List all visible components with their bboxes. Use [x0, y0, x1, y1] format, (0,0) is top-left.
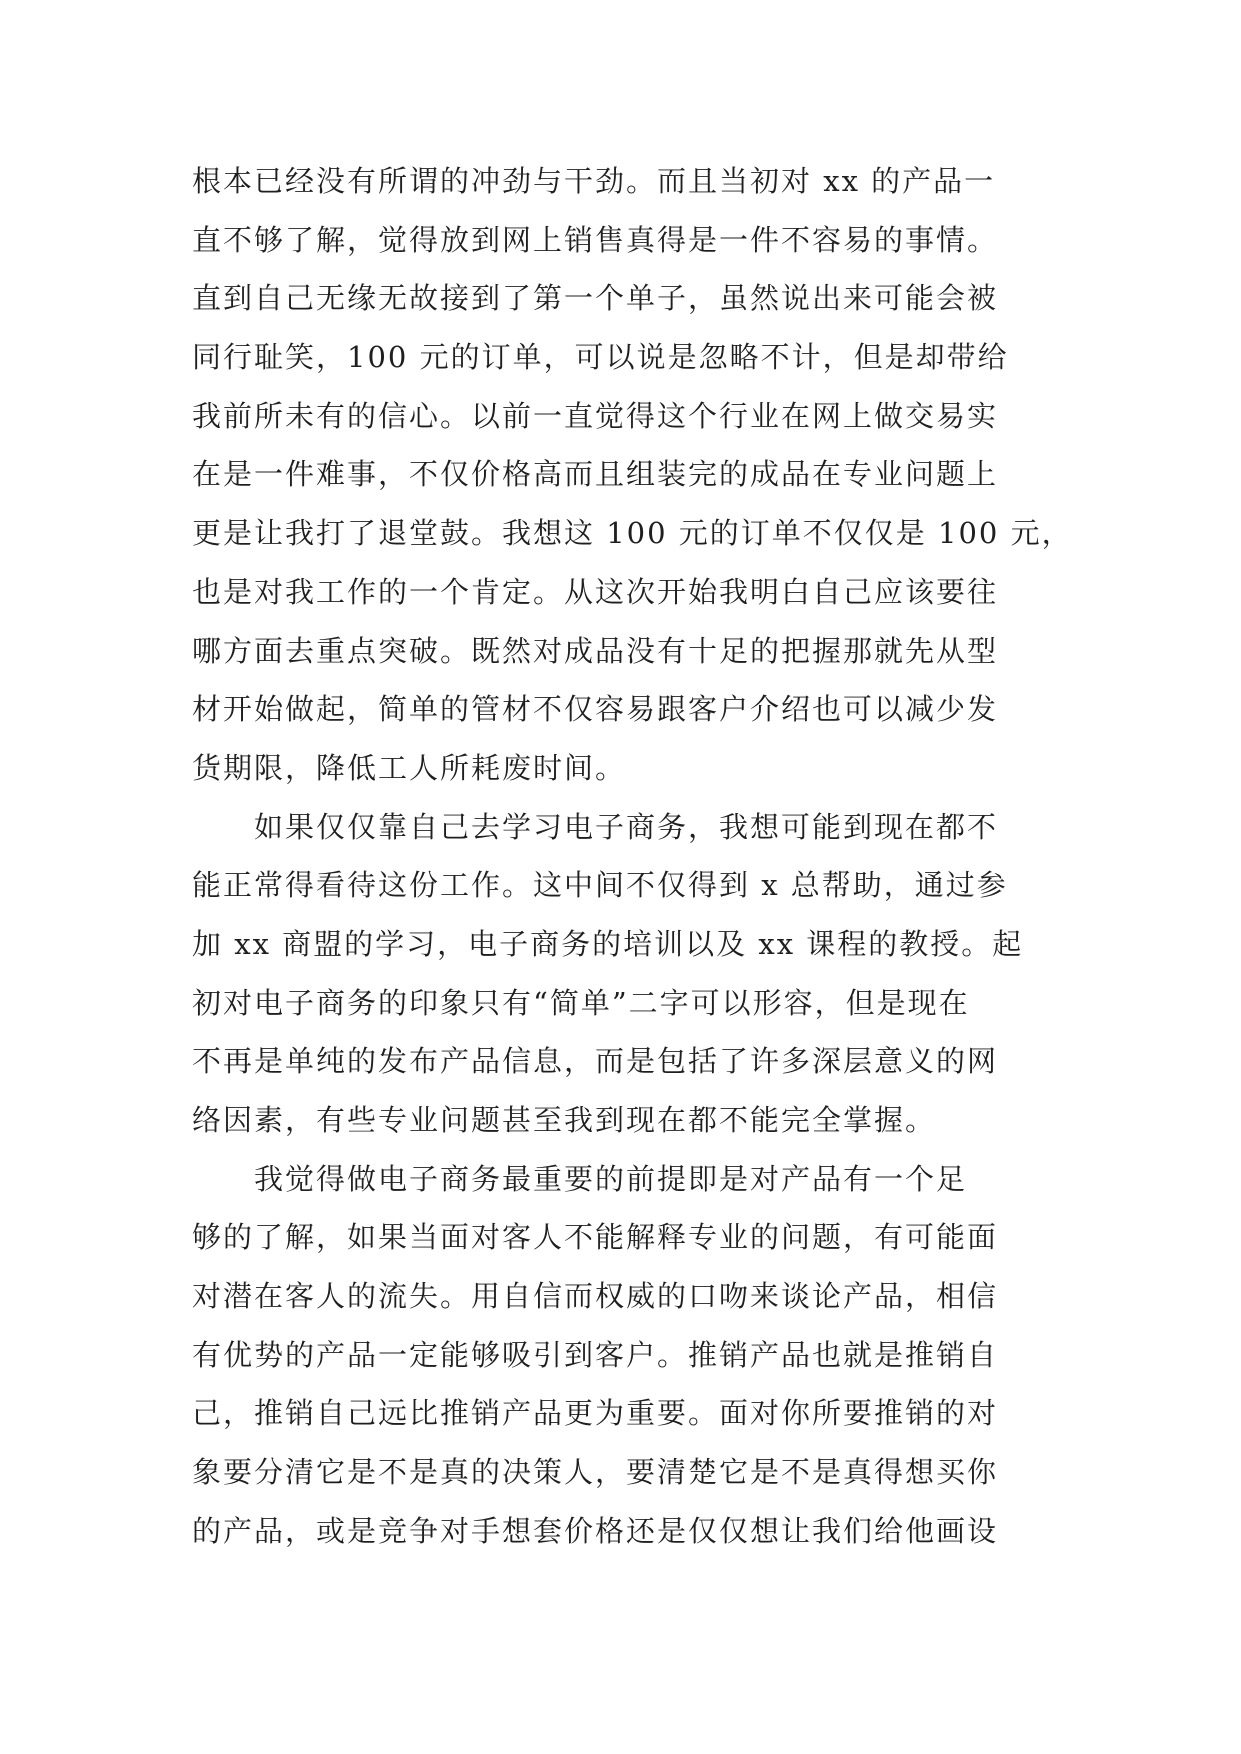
text-line: 能正常得看待这份工作。这中间不仅得到 x 总帮助，通过参	[192, 868, 1008, 903]
text-line: 更是让我打了退堂鼓。我想这 100 元的订单不仅仅是 100 元，	[192, 516, 1073, 551]
text-line: 根本已经没有所谓的冲劲与干劲。而且当初对 xx 的产品一	[192, 164, 996, 198]
text-line: 在是一件难事，不仅价格高而且组装完的成品在专业问题上	[192, 457, 999, 492]
text-line: 我觉得做电子商务最重要的前提即是对产品有一个足	[192, 1161, 968, 1196]
text-line: 加 xx 商盟的学习，电子商务的培训以及 xx 课程的教授。起	[192, 926, 1024, 961]
text-line: 材开始做起，简单的管材不仅容易跟客户介绍也可以减少发	[192, 692, 999, 727]
text-line: 直不够了解，觉得放到网上销售真得是一件不容易的事情。	[192, 222, 999, 257]
text-line: 够的了解，如果当面对客人不能解释专业的问题，有可能面	[192, 1220, 999, 1255]
text-line: 己，推销自己远比推销产品更为重要。面对你所要推销的对	[192, 1396, 999, 1431]
text-line: 象要分清它是不是真的决策人，要清楚它是不是真得想买你	[192, 1455, 999, 1490]
text-line: 直到自己无缘无故接到了第一个单子，虽然说出来可能会被	[192, 281, 999, 316]
text-line: 对潜在客人的流失。用自信而权威的口吻来谈论产品，相信	[192, 1279, 999, 1314]
text-line: 也是对我工作的一个肯定。从这次开始我明白自己应该要往	[192, 574, 999, 609]
text-line: 同行耻笑，100 元的订单，可以说是忽略不计，但是却带给	[192, 340, 1009, 375]
text-line: 络因素，有些专业问题甚至我到现在都不能完全掌握。	[192, 1103, 937, 1137]
text-line: 初对电子商务的印象只有“简单”二字可以形容，但是现在	[192, 985, 970, 1020]
text-line: 的产品，或是竞争对手想套价格还是仅仅想让我们给他画设	[192, 1513, 999, 1548]
text-line: 货期限，降低工人所耗废时间。	[192, 750, 627, 785]
text-line: 不再是单纯的发布产品信息，而是包括了许多深层意义的网	[192, 1044, 999, 1079]
text-line: 有优势的产品一定能够吸引到客户。推销产品也就是推销自	[192, 1337, 999, 1372]
document-body	[192, 152, 1072, 1561]
text-line: 如果仅仅靠自己去学习电子商务，我想可能到现在都不	[192, 809, 999, 844]
text-line: 哪方面去重点突破。既然对成品没有十足的把握那就先从型	[192, 633, 999, 668]
text-line: 我前所未有的信心。以前一直觉得这个行业在网上做交易实	[192, 398, 999, 433]
